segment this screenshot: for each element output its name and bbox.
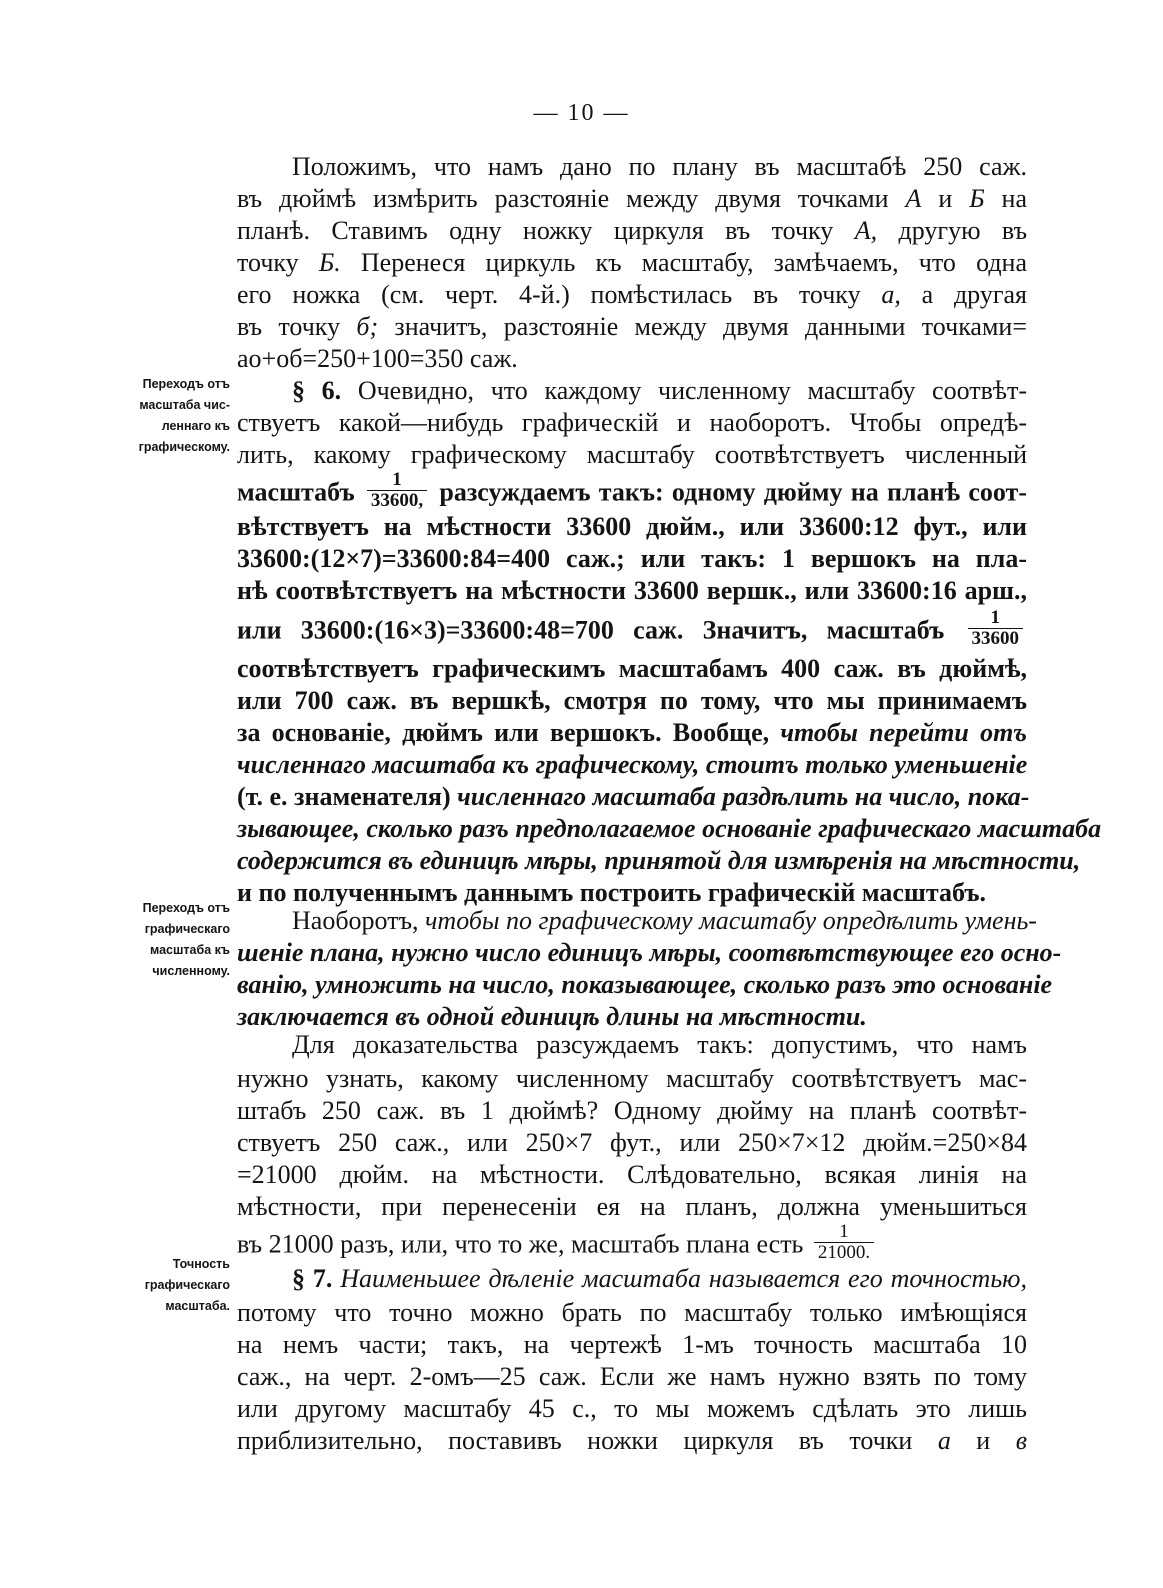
text-line: и по полученнымъ даннымъ построить графическій масштабъ. <box>237 878 986 907</box>
emphasis-text: чтобы по графическому масштабу опредѣлить умень- <box>425 906 1037 935</box>
margin-note-line: численному. <box>152 964 230 978</box>
text-line: заключается въ одной единицѣ длины на мѣстности. <box>237 1002 867 1031</box>
text-line: нѣ соотвѣтствуетъ на мѣстности 33600 вершк., или 33600:16 арш., <box>237 576 1027 605</box>
text-line: ванію, умножить на число, показывающее, сколько разъ это основаніе <box>237 970 1053 999</box>
text-line: шеніе плана, нужно число единицъ мѣры, соотвѣтствующее его осно- <box>237 938 1062 967</box>
text-line: Для доказательства разсуждаемъ такъ: допустимъ, что намъ <box>292 1030 1027 1059</box>
fraction-numerator: 1 <box>392 469 402 490</box>
margin-note-line: масштаба. <box>165 1299 230 1313</box>
text-line: штабъ 250 саж. въ 1 дюймѣ? Одному дюйму на планѣ соотвѣт- <box>237 1096 1027 1125</box>
fraction-numerator: 1 <box>839 1221 849 1242</box>
text: Очевидно, что каждому численному масштабу соотвѣт- <box>341 376 1028 405</box>
text-line: мѣстности, при перенесеніи ея на планъ, должна уменьшиться <box>237 1192 1027 1221</box>
text-line: =21000 дюйм. на мѣстности. Слѣдовательно, всякая линія на <box>237 1160 1027 1189</box>
text-line: вѣтствуетъ на мѣстности 33600 дюйм., или 33600:12 фут., или <box>237 512 1027 541</box>
emphasis-text: Наименьшее дѣленіе масштаба называется его точностью, <box>332 1264 1027 1293</box>
text-line <box>237 310 1027 344</box>
point-label: А <box>905 184 922 213</box>
text: Наоборотъ, <box>292 906 426 935</box>
text-line: потому что точно можно брать по масштабу только имѣющіяся <box>237 1298 1027 1327</box>
point-label: а, <box>881 280 901 309</box>
fraction-denominator: 33600 <box>968 628 1024 649</box>
point-label: Б. <box>318 248 341 277</box>
margin-note-line: масштаба къ <box>150 943 230 957</box>
text-line <box>237 716 1027 750</box>
margin-note-line: Переходъ отъ <box>142 901 230 915</box>
margin-note-line: графическаго <box>144 1278 230 1292</box>
text-line: ао+об=250+100=350 саж. <box>237 344 518 373</box>
text-line: 33600:(12×7)=33600:84=400 саж.; или такъ: 1 вершокъ на пла- <box>237 544 1027 573</box>
text: въ точку <box>237 312 357 341</box>
margin-note-line: Точность <box>172 1257 230 1271</box>
emphasis-text: численнаго масштаба раздѣлить на число, пока- <box>457 782 1030 811</box>
text-line: соотвѣтствуетъ графическимъ масштабамъ 400 саж. въ дюймѣ, <box>237 654 1027 683</box>
point-label: А, <box>854 216 878 245</box>
text: точку <box>237 248 319 277</box>
text-line <box>292 904 1037 938</box>
text: планѣ. Ставимъ одну ножку циркуля въ точку <box>237 216 855 245</box>
text-line <box>237 182 1027 216</box>
margin-note-line: леннаго къ <box>161 419 230 433</box>
text: въ 21000 разъ, или, что то же, масштабъ плана есть <box>237 1229 810 1259</box>
text: Перенеся циркуль къ масштабу, замѣчаемъ, что одна <box>340 248 1027 277</box>
text: разсуждаемъ такъ: одному дюйму на планѣ соот- <box>431 477 1027 507</box>
text-line <box>237 246 1027 280</box>
text-line <box>237 780 1030 814</box>
margin-note-line: графическаго <box>144 922 230 936</box>
text-line: численнаго масштаба къ графическому, стоитъ только уменьшеніе <box>237 750 1028 779</box>
text: (т. е. знаменателя) <box>237 782 458 811</box>
margin-note-line: графическому. <box>138 440 230 454</box>
text-line: ствуетъ какой—нибудь графическій и наоборотъ. Чтобы опредѣ- <box>237 408 1027 437</box>
text: другую въ <box>877 216 1028 245</box>
text: за основаніе, дюймъ или вершокъ. Вообще, <box>237 718 781 747</box>
margin-note-scale-conversion-2 <box>96 898 230 982</box>
text: и <box>950 1426 1016 1455</box>
text: приблизительно, поставивъ ножки циркуля въ точки <box>237 1426 938 1455</box>
text-line <box>237 1221 1027 1267</box>
text-line <box>237 607 1027 653</box>
text-line <box>237 1424 1027 1458</box>
text: значитъ, разстояніе между двумя данными точками= <box>378 312 1028 341</box>
emphasis-text: чтобы перейти отъ <box>780 718 1027 747</box>
point-label: а <box>937 1426 951 1455</box>
text-line: саж., на черт. 2-омъ—25 саж. Если же намъ нужно взять по тому <box>237 1362 1027 1391</box>
fraction <box>367 470 427 511</box>
margin-note-scale-precision <box>96 1254 230 1317</box>
text-line: ствуетъ 250 саж., или 250×7 фут., или 250×7×12 дюйм.=250×84 <box>237 1128 1027 1157</box>
margin-note-scale-conversion-1 <box>96 374 230 458</box>
text-line: лить, какому графическому масштабу соотвѣтствуетъ численный <box>237 440 1027 469</box>
point-label: в <box>1015 1426 1027 1455</box>
section-number: § 7. <box>292 1264 333 1293</box>
text-line <box>237 214 1027 248</box>
fraction <box>968 608 1024 649</box>
fraction-denominator: 21000. <box>814 1242 874 1263</box>
margin-note-line: Переходъ отъ <box>142 377 230 391</box>
text: его ножка (см. черт. 4-й.) помѣстилась въ точку <box>237 280 882 309</box>
text-line: или другому масштабу 45 с., то мы можемъ сдѣлать это лишь <box>237 1394 1027 1423</box>
text-line <box>237 469 1027 515</box>
text-line: Положимъ, что намъ дано по плану въ масштабѣ 250 саж. <box>292 152 1027 181</box>
text: въ дюймѣ измѣрить разстояніе между двумя точками <box>237 184 906 213</box>
section-number: § 6. <box>292 376 342 405</box>
text-line: на немъ части; такъ, на чертежѣ 1-мъ точность масштаба 10 <box>237 1330 1027 1359</box>
text-line: нужно узнать, какому численному масштабу соотвѣтствуетъ мас- <box>237 1064 1027 1093</box>
text-line: зывающее, сколько разъ предполагаемое основаніе графическаго масштаба <box>237 814 1102 843</box>
text: и <box>921 184 970 213</box>
text-line: или 700 саж. въ вершкѣ, смотря по тому, что мы принимаемъ <box>237 686 1027 715</box>
page-number: — 10 — <box>533 100 630 126</box>
text: на <box>984 184 1027 213</box>
point-label: Б <box>969 184 985 213</box>
margin-note-line: масштаба чис- <box>139 398 230 412</box>
text-line <box>237 278 1027 312</box>
point-label: б; <box>356 312 379 341</box>
fraction-denominator: 33600, <box>367 490 427 511</box>
text: или 33600:(16×3)=33600:48=700 саж. Значитъ, масштабъ <box>237 615 964 645</box>
text: а другая <box>900 280 1027 309</box>
fraction <box>814 1222 874 1263</box>
fraction-numerator: 1 <box>990 607 1000 628</box>
text-line: содержится въ единицѣ мѣры, принятой для измѣренія на мѣстности, <box>237 846 1081 875</box>
text: масштабъ <box>237 477 363 507</box>
text-line <box>292 1262 1027 1296</box>
text-line <box>292 374 1027 408</box>
